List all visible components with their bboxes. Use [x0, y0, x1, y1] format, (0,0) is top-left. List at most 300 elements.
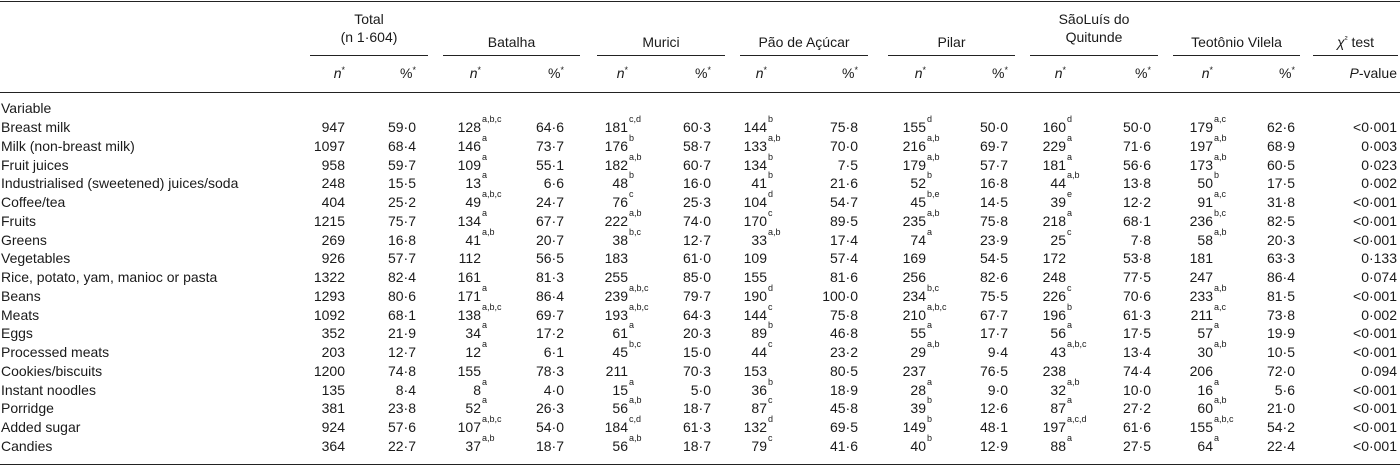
- cell-value: 179: [902, 156, 926, 173]
- sub-header-pct-text: %: [548, 65, 561, 81]
- header-bottom-rule: [0, 92, 1400, 93]
- cell-value: 61·3: [682, 419, 711, 436]
- cell-value: 81·6: [829, 269, 858, 286]
- cell-value: 25·2: [387, 194, 416, 211]
- cell-value: 237: [902, 362, 926, 379]
- cell-value: 222: [604, 212, 628, 229]
- cell-value: 182: [604, 156, 628, 173]
- cell-value: 31·8: [1266, 194, 1295, 211]
- row-label: Breast milk: [1, 119, 71, 135]
- cell-value: 133: [743, 137, 767, 154]
- cell-value: 58: [1197, 231, 1213, 248]
- cell-value: 50: [1197, 175, 1213, 192]
- cell-value: 44: [751, 344, 767, 361]
- cell-value: 20·7: [535, 231, 564, 248]
- cell-p-value: 0·002: [1361, 175, 1397, 192]
- cell-value: 161: [457, 269, 481, 286]
- cell-value: 255: [604, 269, 628, 286]
- group-underline: [740, 55, 868, 56]
- cell-value: 109: [743, 250, 767, 267]
- cell-value: 16·8: [387, 231, 416, 248]
- group-header: Murici: [642, 34, 680, 50]
- sub-header-pct: [968, 65, 1008, 81]
- cell-p-value: 0·003: [1361, 137, 1397, 154]
- cell-value: 27·2: [1122, 400, 1151, 417]
- cell-value: 14·5: [979, 194, 1008, 211]
- cell-value: 196: [1042, 306, 1066, 323]
- cell-value: 170: [743, 212, 767, 229]
- cell-value: 7·5: [837, 156, 858, 173]
- cell-value: 24·7: [535, 194, 564, 211]
- cell-value: 85·0: [682, 269, 711, 286]
- row-label: Instant noodles: [1, 381, 96, 398]
- cell-value: 1215: [313, 212, 345, 229]
- cell-value: 17·2: [535, 325, 564, 342]
- sub-header-pct-text: %: [842, 65, 855, 81]
- cell-value: 248: [1042, 269, 1066, 286]
- cell-value: 61·3: [1122, 306, 1151, 323]
- cell-value: 15: [612, 381, 628, 398]
- sub-header-pct-asterisk: *: [1147, 65, 1151, 75]
- row-label: Industrialised (sweetened) juices/soda: [1, 175, 239, 192]
- cell-value: 20·3: [1266, 231, 1295, 248]
- cell-value: 206: [1189, 362, 1213, 379]
- sub-header-n: [305, 65, 345, 81]
- cell-value: 1322: [313, 269, 345, 286]
- cell-p-value: <0·001: [1353, 344, 1397, 361]
- cell-value: 80·6: [387, 287, 416, 304]
- sub-header-n-text: n: [469, 65, 478, 81]
- cell-value: 184: [604, 419, 628, 436]
- cell-value: 144: [743, 119, 767, 135]
- cell-value: 39: [910, 400, 926, 417]
- cell-value: 16: [1197, 381, 1213, 398]
- cell-value: 34: [465, 325, 481, 342]
- cell-value: 958: [321, 156, 345, 173]
- cell-value: 112: [458, 250, 481, 267]
- cell-value: 61·0: [682, 250, 711, 267]
- cell-value: 404: [321, 194, 345, 211]
- cell-p-value: <0·001: [1353, 437, 1397, 454]
- cell-value: 63·3: [1266, 250, 1295, 267]
- cell-value: 10·5: [1266, 344, 1295, 361]
- cell-value: 67·7: [979, 306, 1008, 323]
- cell-value: 73·8: [1266, 306, 1295, 323]
- cell-value: 153: [743, 362, 767, 379]
- cell-value: 17·7: [979, 325, 1008, 342]
- top-rule: [0, 1, 1400, 2]
- cell-value: 21·6: [829, 175, 858, 192]
- sub-header-n-text: n: [616, 65, 625, 81]
- cell-value: 138: [457, 306, 481, 323]
- chi-square-header: [1313, 34, 1398, 50]
- cell-value: 247: [1189, 269, 1213, 286]
- cell-value: 229: [1042, 137, 1066, 154]
- cell-value: 61·6: [1122, 419, 1151, 436]
- cell-value: 55·1: [535, 156, 564, 173]
- sub-header-pct-text: %: [1135, 65, 1148, 81]
- cell-value: 22·7: [387, 437, 416, 454]
- cell-value: 75·8: [979, 212, 1008, 229]
- cell-value: 56: [612, 437, 628, 454]
- cell-value: 134: [743, 156, 767, 173]
- cell-value: 72·0: [1266, 362, 1295, 379]
- sub-header-pct-asterisk: *: [412, 65, 416, 75]
- cell-value: 1097: [313, 137, 345, 154]
- cell-value: 60·3: [682, 119, 711, 135]
- cell-value: 74·8: [387, 362, 416, 379]
- cell-value: 74·4: [1122, 362, 1151, 379]
- cell-value: 155: [457, 362, 481, 379]
- cell-value: 23·9: [979, 231, 1008, 248]
- cell-value: 155: [902, 119, 926, 135]
- cell-p-value: <0·001: [1353, 194, 1397, 211]
- p-letter: P: [1349, 65, 1359, 81]
- cell-value: 183: [604, 250, 628, 267]
- cell-p-value: 0·002: [1361, 306, 1397, 323]
- group-header: Pilar: [937, 34, 966, 50]
- cell-value: 236: [1189, 212, 1213, 229]
- cell-value: 61: [612, 325, 628, 342]
- cell-p-value: <0·001: [1353, 212, 1397, 229]
- cell-value: 41: [465, 231, 481, 248]
- cell-value: 226: [1042, 287, 1066, 304]
- cell-value: 9·4: [987, 344, 1008, 361]
- cell-value: 75·8: [829, 119, 858, 135]
- cell-value: 87: [1050, 400, 1066, 417]
- cell-p-value: <0·001: [1353, 419, 1397, 436]
- cell-value: 81·5: [1266, 287, 1295, 304]
- sub-header-n: [441, 65, 481, 81]
- cell-value: 238: [1042, 362, 1066, 379]
- cell-value: 57·4: [829, 250, 858, 267]
- sub-header-n: [588, 65, 628, 81]
- group-header: Pão de Açúcar: [758, 34, 850, 50]
- cell-value: 74: [910, 231, 926, 248]
- cell-value: 12·7: [682, 231, 711, 248]
- cell-value: 79: [751, 437, 767, 454]
- cell-value: 60: [1197, 400, 1213, 417]
- sub-header-n-asterisk: *: [1062, 65, 1066, 75]
- cell-value: 197: [1042, 419, 1066, 436]
- cell-value: 12·6: [979, 400, 1008, 417]
- row-label: Porridge: [1, 400, 54, 417]
- cell-value: 52: [465, 400, 481, 417]
- cell-value: 8: [473, 381, 481, 398]
- cell-value: 39: [1050, 194, 1066, 211]
- sub-header-pct-text: %: [992, 65, 1005, 81]
- cell-value: 78·3: [535, 362, 564, 379]
- cell-p-value: 0·094: [1361, 362, 1397, 379]
- cell-value: 76·5: [979, 362, 1008, 379]
- cell-value: 38: [612, 231, 628, 248]
- cell-value: 169: [902, 250, 926, 267]
- cell-value: 62·6: [1266, 119, 1295, 135]
- row-label: Fruits: [1, 212, 36, 229]
- cell-value: 5·0: [690, 381, 711, 398]
- cell-value: 53·8: [1122, 250, 1151, 267]
- cell-value: 86·4: [535, 287, 564, 304]
- cell-value: 64·3: [682, 306, 711, 323]
- cell-value: 67·7: [535, 212, 564, 229]
- row-label: Eggs: [1, 325, 33, 342]
- group-header-line2: (n 1·604): [340, 29, 398, 45]
- sub-header-n-asterisk: *: [341, 65, 345, 75]
- cell-value: 37: [465, 437, 481, 454]
- cell-value: 30: [1197, 344, 1213, 361]
- cell-value: 173: [1189, 156, 1213, 173]
- cell-value: 190: [743, 287, 767, 304]
- cell-value: 171: [457, 287, 481, 304]
- cell-value: 13: [465, 175, 481, 192]
- sub-header-pct-asterisk: *: [854, 65, 858, 75]
- group-header-line1: Total: [354, 11, 384, 27]
- sub-header-pct: [671, 65, 711, 81]
- cell-value: 5·6: [1274, 381, 1295, 398]
- cell-value: 947: [321, 119, 345, 135]
- cell-value: 128: [457, 119, 481, 135]
- cell-value: 926: [321, 250, 345, 267]
- cell-value: 89·5: [829, 212, 858, 229]
- sub-header-pct-asterisk: *: [560, 65, 564, 75]
- cell-value: 70·6: [1122, 287, 1151, 304]
- cell-value: 59·0: [387, 119, 416, 135]
- cell-value: 54·7: [829, 194, 858, 211]
- cell-value: 19·9: [1266, 325, 1295, 342]
- cell-value: 218: [1042, 212, 1066, 229]
- section-label: Variable: [1, 100, 52, 116]
- cell-value: 59·7: [387, 156, 416, 173]
- cell-value: 73·7: [535, 137, 564, 154]
- cell-value: 75·8: [829, 306, 858, 323]
- cell-value: 233: [1189, 287, 1213, 304]
- sub-header-pct: [1111, 65, 1151, 81]
- cell-value: 16·8: [979, 175, 1008, 192]
- cell-value: 210: [902, 306, 926, 323]
- cell-value: 54·0: [535, 419, 564, 436]
- cell-value: 155: [743, 269, 767, 286]
- cell-value: 23·2: [829, 344, 858, 361]
- cell-value: 82·6: [979, 269, 1008, 286]
- cell-value: 86·4: [1266, 269, 1295, 286]
- cell-value: 18·7: [682, 437, 711, 454]
- cell-value: 57·7: [979, 156, 1008, 173]
- cell-value: 81·3: [535, 269, 564, 286]
- cell-value: 15·0: [682, 344, 711, 361]
- group-underline: [1030, 55, 1158, 56]
- cell-value: 13·8: [1122, 175, 1151, 192]
- cell-value: 8·4: [395, 381, 416, 398]
- cell-value: 45: [910, 194, 926, 211]
- cell-value: 144: [743, 306, 767, 323]
- cell-value: 132: [743, 419, 767, 436]
- cell-value: 172: [1042, 250, 1066, 267]
- sub-header-n-asterisk: *: [477, 65, 481, 75]
- cell-value: 22·4: [1266, 437, 1295, 454]
- group-underline: [1173, 55, 1300, 56]
- sub-header-pct-text: %: [695, 65, 708, 81]
- sub-header-n-text: n: [333, 65, 342, 81]
- cell-value: 79·7: [682, 287, 711, 304]
- cell-value: 69·7: [535, 306, 564, 323]
- cell-value: 18·7: [682, 400, 711, 417]
- cell-value: 56: [612, 400, 628, 417]
- sub-header-pct-text: %: [400, 65, 413, 81]
- cell-value: 135: [321, 381, 345, 398]
- cell-value: 203: [321, 344, 345, 361]
- cell-value: 69·7: [979, 137, 1008, 154]
- sub-header-n-asterisk: *: [922, 65, 926, 75]
- sub-header-pct: [376, 65, 416, 81]
- cell-value: 26·3: [535, 400, 564, 417]
- cell-value: 52: [910, 175, 926, 192]
- cell-value: 160: [1042, 119, 1066, 135]
- group-header-line2: Quitunde: [1065, 29, 1123, 45]
- cell-value: 48: [612, 175, 628, 192]
- cell-value: 60·7: [682, 156, 711, 173]
- cell-value: 16·0: [682, 175, 711, 192]
- cell-value: 18·7: [535, 437, 564, 454]
- group-header-line1: SãoLuís do: [1058, 11, 1130, 27]
- cell-p-value: <0·001: [1353, 119, 1397, 135]
- sub-header-n: [1026, 65, 1066, 81]
- sub-header-n-asterisk: *: [763, 65, 767, 75]
- sub-header-n-text: n: [755, 65, 764, 81]
- cell-value: 69·5: [829, 419, 858, 436]
- cell-value: 17·4: [829, 231, 858, 248]
- chi-underline: [1313, 55, 1398, 56]
- cell-value: 29: [910, 344, 926, 361]
- p-value-text: -value: [1358, 65, 1397, 81]
- cell-value: 41·6: [829, 437, 858, 454]
- cell-value: 44: [1050, 175, 1066, 192]
- cell-value: 75·7: [387, 212, 416, 229]
- cell-value: 64: [1197, 437, 1213, 454]
- cell-value: 74·0: [682, 212, 711, 229]
- cell-value: 25·3: [682, 194, 711, 211]
- cell-value: 12·7: [387, 344, 416, 361]
- sub-header-pct-text: %: [1279, 65, 1292, 81]
- cell-value: 32: [1050, 381, 1066, 398]
- cell-value: 248: [321, 175, 345, 192]
- cell-value: 235: [902, 212, 926, 229]
- cell-value: 46·8: [829, 325, 858, 342]
- cell-value: 146: [457, 137, 481, 154]
- cell-value: 364: [321, 437, 345, 454]
- cell-value: 48·1: [979, 419, 1008, 436]
- cell-value: 58·7: [682, 137, 711, 154]
- cell-value: 352: [321, 325, 345, 342]
- cell-value: 12: [465, 344, 481, 361]
- cell-p-value: <0·001: [1353, 287, 1397, 304]
- cell-value: 17·5: [1122, 325, 1151, 342]
- cell-p-value: 0·023: [1361, 156, 1397, 173]
- cell-value: 1293: [313, 287, 345, 304]
- sub-header-n: [886, 65, 926, 81]
- cell-p-value: <0·001: [1353, 325, 1397, 342]
- cell-value: 68·9: [1266, 137, 1295, 154]
- cell-value: 56: [1050, 325, 1066, 342]
- cell-value: 70·3: [682, 362, 711, 379]
- sub-header-n-asterisk: *: [624, 65, 628, 75]
- sub-header-pct-asterisk: *: [707, 65, 711, 75]
- cell-p-value: <0·001: [1353, 381, 1397, 398]
- cell-value: 50·0: [1122, 119, 1151, 135]
- cell-value: 88: [1050, 437, 1066, 454]
- cell-value: 89: [751, 325, 767, 342]
- cell-value: 181: [1042, 156, 1066, 173]
- cell-value: 27·5: [1122, 437, 1151, 454]
- cell-value: 17·5: [1266, 175, 1295, 192]
- bottom-rule: [0, 464, 1400, 465]
- cell-value: 155: [1189, 419, 1213, 436]
- cell-value: 9·0: [987, 381, 1008, 398]
- cell-value: 109: [457, 156, 481, 173]
- cell-value: 4·0: [543, 381, 564, 398]
- row-label: Vegetables: [1, 250, 71, 267]
- cell-value: 6·6: [543, 175, 564, 192]
- cell-value: 57: [1197, 325, 1213, 342]
- cell-value: 197: [1189, 137, 1213, 154]
- cell-value: 239: [604, 287, 628, 304]
- cell-value: 1092: [313, 306, 345, 323]
- cell-value: 211: [1190, 306, 1213, 323]
- cell-value: 60·5: [1266, 156, 1295, 173]
- sub-header-pct: [524, 65, 564, 81]
- cell-value: 43: [1050, 344, 1066, 361]
- cell-value: 211: [605, 362, 628, 379]
- cell-value: 6·1: [543, 344, 564, 361]
- cell-value: 45: [612, 344, 628, 361]
- cell-value: 55: [910, 325, 926, 342]
- cell-value: 149: [902, 419, 926, 436]
- cell-value: 181: [1189, 250, 1213, 267]
- row-label: Fruit juices: [1, 156, 69, 173]
- group-header: Batalha: [487, 34, 536, 50]
- cell-value: 41: [751, 175, 767, 192]
- group-underline: [888, 55, 1015, 56]
- group-underline: [443, 55, 580, 56]
- cell-value: 68·1: [1122, 212, 1151, 229]
- cell-value: 179: [1189, 119, 1213, 135]
- row-label: Meats: [1, 306, 40, 323]
- cell-value: 68·1: [387, 306, 416, 323]
- cell-p-value: 0·074: [1361, 269, 1397, 286]
- sub-header-n-asterisk: *: [1209, 65, 1213, 75]
- sub-header-pct: [818, 65, 858, 81]
- chi-superscript: ²: [1344, 34, 1348, 44]
- cell-value: 924: [321, 419, 345, 436]
- cell-p-value: <0·001: [1353, 400, 1397, 417]
- cell-value: 104: [743, 194, 767, 211]
- cell-value: 21·9: [387, 325, 416, 342]
- cell-value: 54·2: [1266, 419, 1295, 436]
- cell-value: 50·0: [979, 119, 1008, 135]
- cell-value: 64·6: [535, 119, 564, 135]
- cell-value: 13·4: [1122, 344, 1151, 361]
- cell-value: 269: [321, 231, 345, 248]
- group-underline: [310, 55, 428, 56]
- cell-value: 12·2: [1122, 194, 1151, 211]
- cell-value: 57·6: [387, 419, 416, 436]
- cell-value: 82·5: [1266, 212, 1295, 229]
- cell-value: 77·5: [1122, 269, 1151, 286]
- cell-value: 91: [1197, 194, 1213, 211]
- sub-header-n-text: n: [914, 65, 923, 81]
- cell-value: 234: [902, 287, 926, 304]
- cell-value: 18·9: [829, 381, 858, 398]
- cell-value: 45·8: [829, 400, 858, 417]
